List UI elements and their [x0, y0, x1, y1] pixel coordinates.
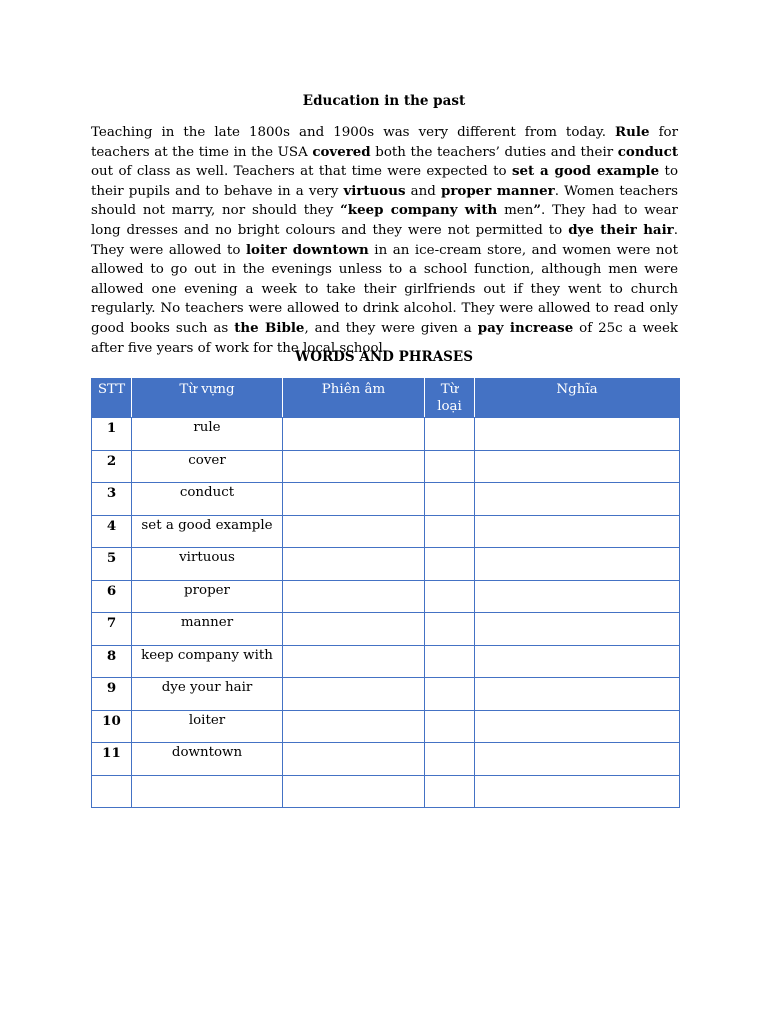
text-run: for teachers at the time in the USA: [91, 125, 678, 160]
cell-meaning: [475, 743, 680, 776]
text-run: of 25c a week after five years of work for the local school.: [91, 320, 678, 356]
cell-part-of-speech: [425, 515, 475, 548]
table-body: [92, 418, 680, 808]
text-run: . They were allowed to: [91, 222, 679, 258]
cell-vocabulary: set a good example: [132, 515, 283, 548]
cell-vocabulary: downtown: [132, 743, 283, 776]
cell-stt: 6: [92, 580, 132, 613]
cell-phonetic: [283, 645, 425, 678]
cell-stt: 1: [92, 418, 132, 451]
cell-vocabulary: loiter: [132, 710, 283, 743]
body-paragraph: [91, 123, 678, 358]
cell-phonetic: [283, 678, 425, 711]
table-row: [92, 775, 680, 808]
cell-part-of-speech: [425, 743, 475, 776]
cell-vocabulary: cover: [132, 450, 283, 483]
bold-phrase: set a good example: [511, 163, 660, 180]
cell-phonetic: [283, 515, 425, 548]
bold-phrase: pay increase: [477, 319, 574, 336]
cell-part-of-speech: [425, 548, 475, 581]
cell-phonetic: [283, 710, 425, 743]
cell-part-of-speech: [425, 450, 475, 483]
text-run: , and they were given a: [304, 320, 478, 336]
cell-stt: 10: [92, 710, 132, 743]
cell-part-of-speech: [425, 613, 475, 646]
table-row: [92, 613, 680, 646]
cell-meaning: [475, 450, 680, 483]
document-title: Education in the past: [302, 93, 466, 109]
text-run: to their pupils and to behave in a very: [91, 164, 679, 199]
cell-part-of-speech: [425, 418, 475, 451]
cell-vocabulary: keep company with: [132, 645, 283, 678]
cell-phonetic: [283, 418, 425, 451]
table-row: [92, 483, 680, 516]
bold-phrase: proper manner: [440, 182, 555, 199]
table-row: [92, 515, 680, 548]
bold-phrase: loiter downtown: [245, 241, 369, 258]
table-row: [92, 743, 680, 776]
cell-phonetic: [283, 775, 425, 808]
table-row: [92, 645, 680, 678]
cell-vocabulary: conduct: [132, 483, 283, 516]
cell-stt: 11: [92, 743, 132, 776]
table-header-row: [92, 379, 680, 418]
cell-meaning: [475, 548, 680, 581]
cell-meaning: [475, 613, 680, 646]
cell-meaning: [475, 418, 680, 451]
cell-part-of-speech: [425, 678, 475, 711]
header-part-of-speech: Từ loại: [425, 379, 475, 418]
cell-stt: 2: [92, 450, 132, 483]
header-stt: STT: [92, 379, 132, 418]
cell-part-of-speech: [425, 483, 475, 516]
cell-vocabulary: proper: [132, 580, 283, 613]
text-run: men: [497, 203, 534, 219]
section-title: WORDS AND PHRASES: [295, 349, 473, 365]
cell-meaning: [475, 710, 680, 743]
cell-meaning: [475, 580, 680, 613]
cell-stt: 4: [92, 515, 132, 548]
header-meaning: Nghĩa: [475, 379, 680, 418]
table-row: [92, 580, 680, 613]
cell-vocabulary: [132, 775, 283, 808]
text-run: . They had to wear long dresses and no bright colours and they were not permitted to: [91, 203, 678, 238]
text-run: in an ice-cream store, and women were not allowed to go out in the evenings unless to a school function, although men were allowed one evening a week to take their girlfriends out if they went to church regularly. No teachers were allowed to drink alcohol. They were allowed to read only good books such as: [91, 242, 678, 336]
cell-meaning: [475, 483, 680, 516]
bold-phrase: conduct: [617, 143, 679, 160]
cell-phonetic: [283, 483, 425, 516]
cell-phonetic: [283, 743, 425, 776]
cell-stt: 9: [92, 678, 132, 711]
cell-part-of-speech: [425, 645, 475, 678]
table-row: [92, 548, 680, 581]
bold-phrase: dye their hair: [568, 221, 674, 238]
bold-phrase: ”: [533, 202, 542, 219]
table-row: [92, 450, 680, 483]
cell-stt: 8: [92, 645, 132, 678]
cell-meaning: [475, 645, 680, 678]
cell-vocabulary: virtuous: [132, 548, 283, 581]
text-run: both the teachers’ duties and their: [370, 144, 618, 160]
table-row: [92, 418, 680, 451]
cell-phonetic: [283, 450, 425, 483]
cell-stt: 7: [92, 613, 132, 646]
bold-phrase: “keep company with: [340, 202, 498, 219]
table-row: [92, 710, 680, 743]
cell-vocabulary: manner: [132, 613, 283, 646]
cell-meaning: [475, 678, 680, 711]
bold-phrase: covered: [312, 143, 371, 160]
cell-phonetic: [283, 548, 425, 581]
cell-part-of-speech: [425, 580, 475, 613]
text-run: and: [405, 183, 441, 199]
cell-part-of-speech: [425, 710, 475, 743]
table-row: [92, 678, 680, 711]
cell-phonetic: [283, 613, 425, 646]
text-run: out of class as well. Teachers at that time were expected to: [91, 164, 512, 180]
cell-meaning: [475, 515, 680, 548]
cell-vocabulary: rule: [132, 418, 283, 451]
text-run: . Women teachers should not marry, nor should they: [91, 183, 678, 219]
cell-vocabulary: dye your hair: [132, 678, 283, 711]
bold-phrase: virtuous: [343, 182, 406, 199]
bold-phrase: the Bible: [234, 319, 305, 336]
header-phonetic: Phiên âm: [283, 379, 425, 418]
cell-part-of-speech: [425, 775, 475, 808]
cell-stt: [92, 775, 132, 808]
bold-phrase: Rule: [615, 124, 650, 140]
cell-phonetic: [283, 580, 425, 613]
cell-meaning: [475, 775, 680, 808]
cell-stt: 3: [92, 483, 132, 516]
cell-stt: 5: [92, 548, 132, 581]
text-run: Teaching in the late 1800s and 1900s was very different from today.: [91, 125, 616, 140]
header-vocabulary: Từ vựng: [132, 379, 283, 418]
vocabulary-table: [91, 378, 680, 808]
